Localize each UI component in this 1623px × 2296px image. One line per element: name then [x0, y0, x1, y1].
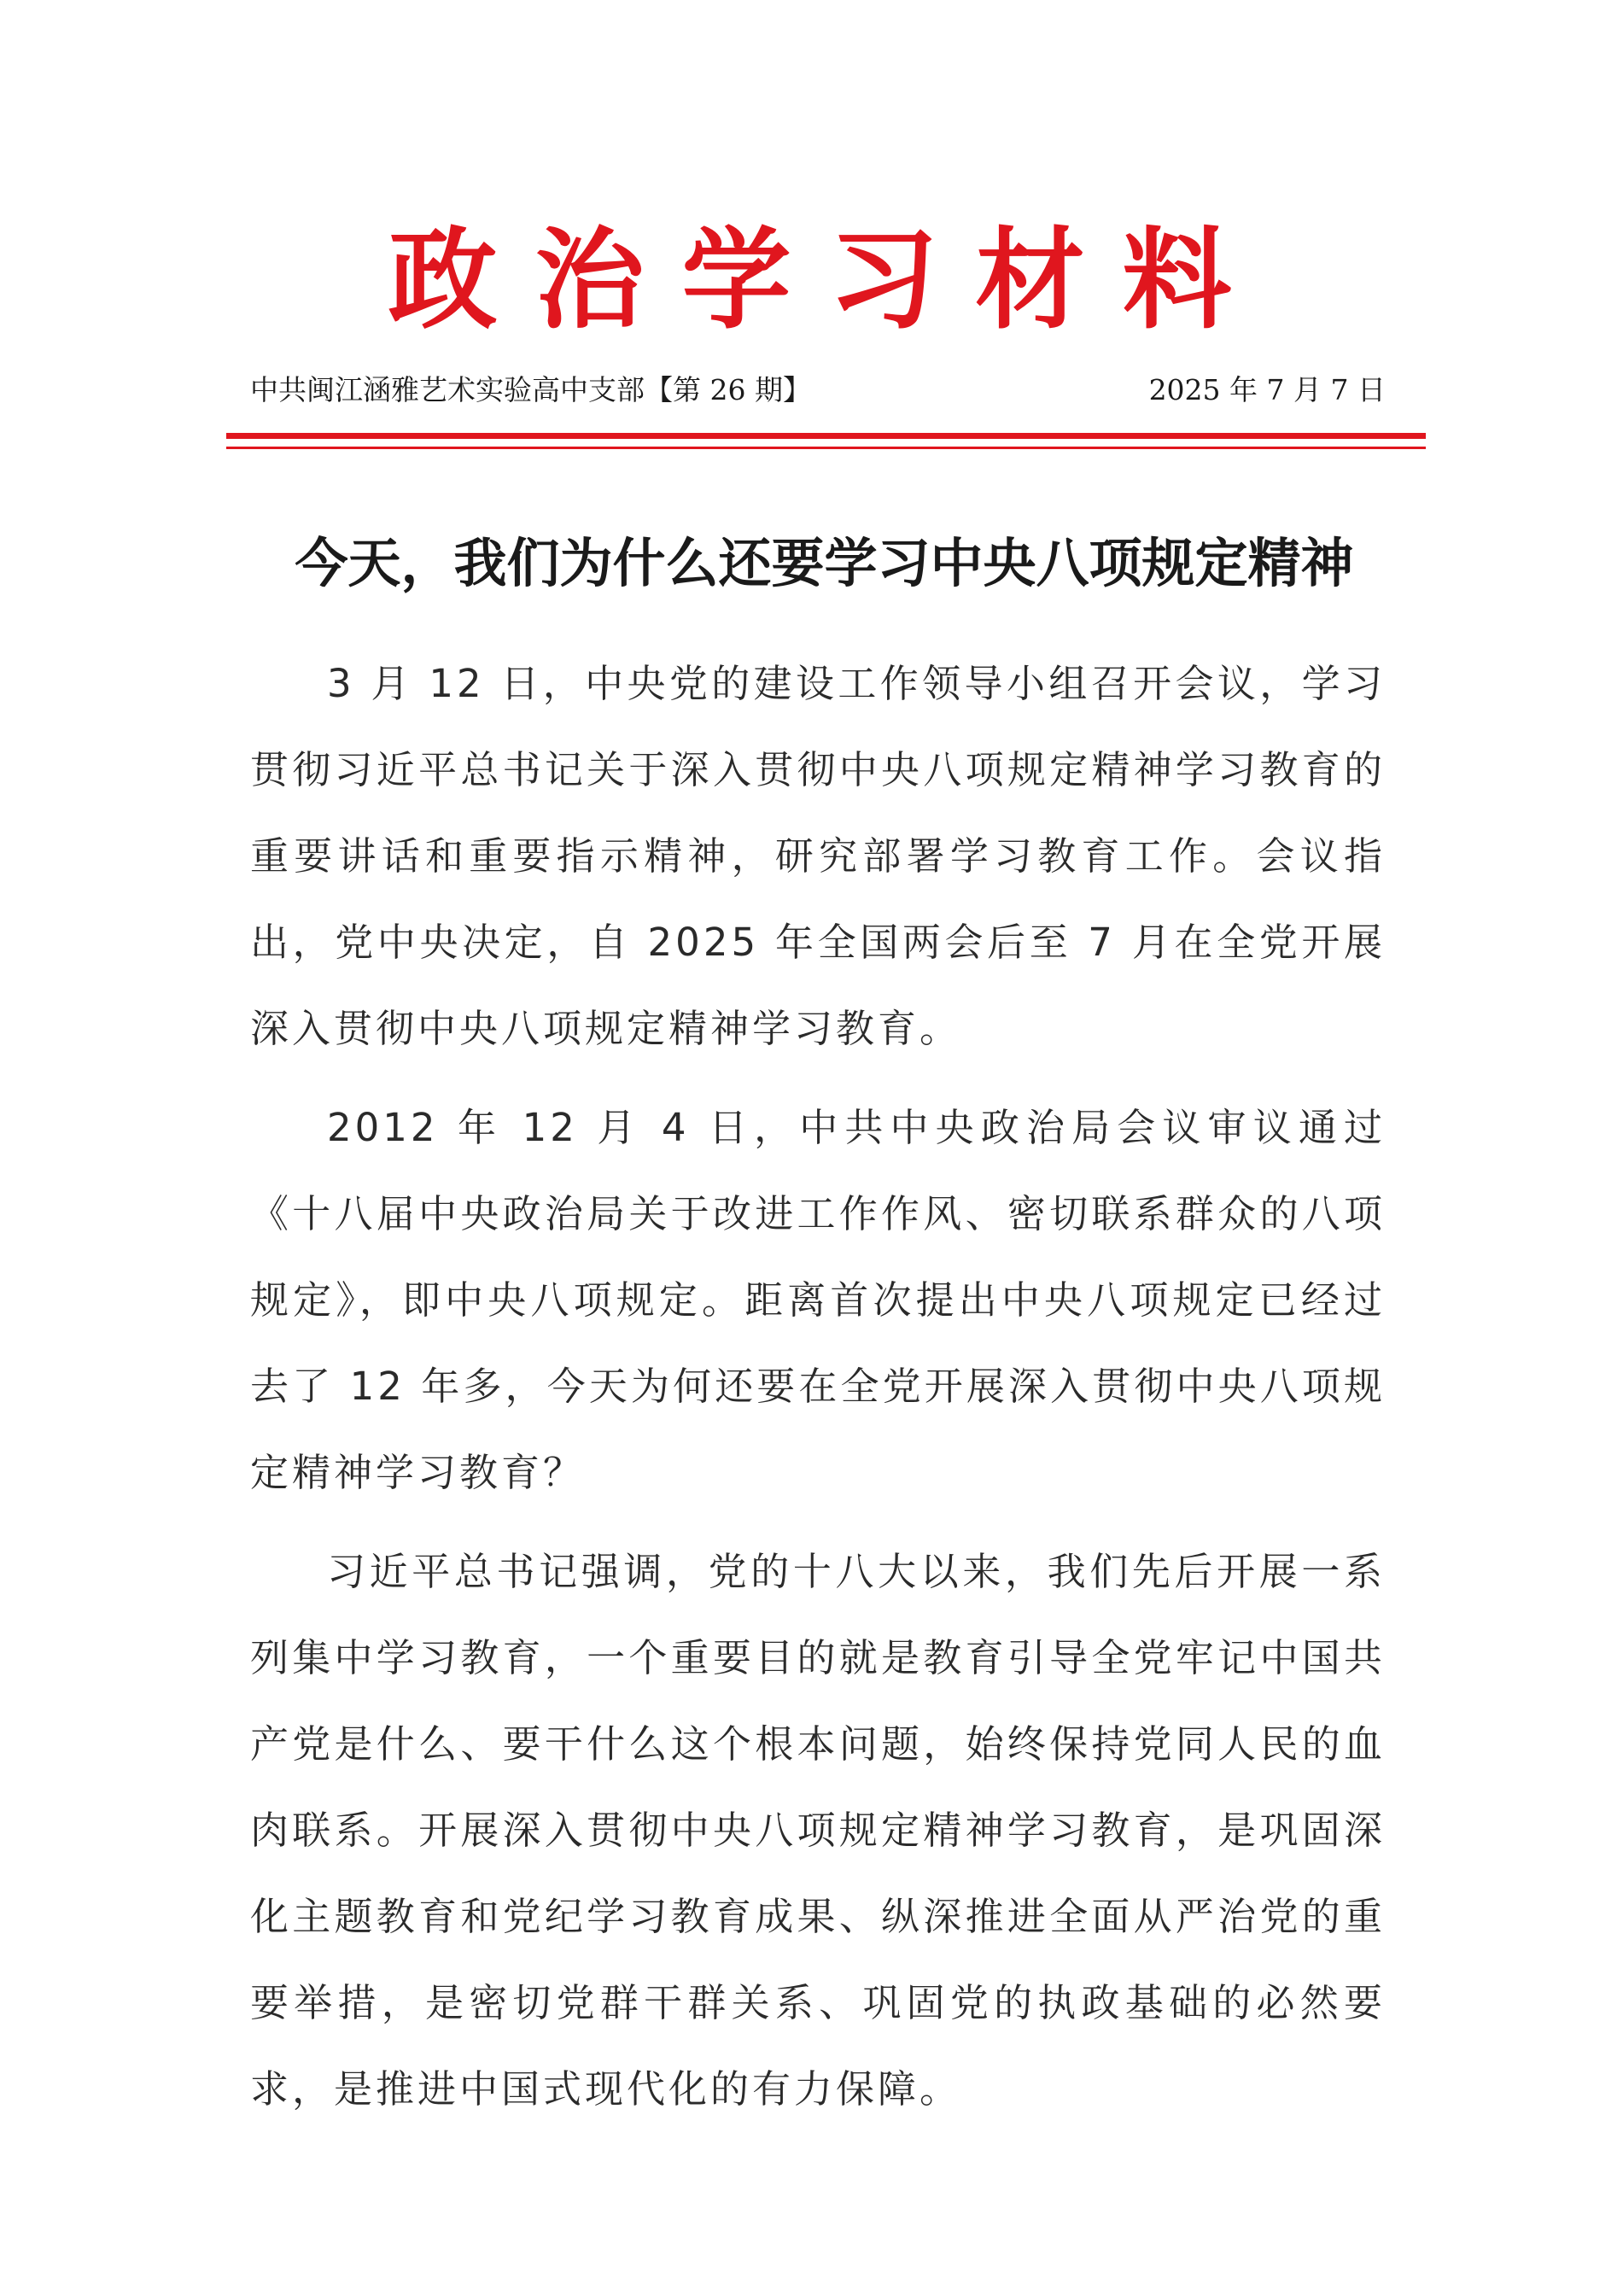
paragraph: 2012 年 12 月 4 日，中共中央政治局会议审议通过《十八届中央政治局关于改进工作作风、密切联系群众的八项规定》，即中央八项规定。距离首次提出中央八项规定已经过去了 12 年多，今天为何还要在全党开展深入贯彻中央八项规定精神学习教育？ — [250, 1105, 1386, 1495]
issue-date: 2025 年 7 月 7 日 — [1148, 373, 1386, 406]
issue-organization: 中共闽江涵雅艺术实验高中支部【第 26 期】 — [250, 373, 811, 406]
issue-info-line — [250, 369, 1386, 412]
paragraph: 3 月 12 日，中央党的建设工作领导小组召开会议，学习贯彻习近平总书记关于深入贯彻中央八项规定精神学习教育的重要讲话和重要指示精神，研究部署学习教育工作。会议指出，党中央决定，自 2025 年全国两会后至 7 月在全党开展深入贯彻中央八项规定精神学习教育。 — [250, 661, 1386, 1051]
masthead-divider-thin — [226, 447, 1426, 449]
paragraph: 习近平总书记强调，党的十八大以来，我们先后开展一系列集中学习教育，一个重要目的就是教育引导全党牢记中国共产党是什么、要干什么这个根本问题，始终保持党同人民的血肉联系。开展深入贯彻中央八项规定精神学习教育，是巩固深化主题教育和党纪学习教育成果、纵深推进全面从严治党的重要举措，是密切党群干群关系、巩固党的执政基础的必然要求，是推进中国式现代化的有力保障。 — [250, 1549, 1386, 2112]
article-title: 今天，我们为什么还要学习中央八项规定精神 — [295, 532, 1354, 594]
masthead-title: 政治学习材料 — [388, 216, 1270, 344]
article-body — [250, 640, 1386, 2145]
masthead-divider-thick — [226, 433, 1426, 439]
